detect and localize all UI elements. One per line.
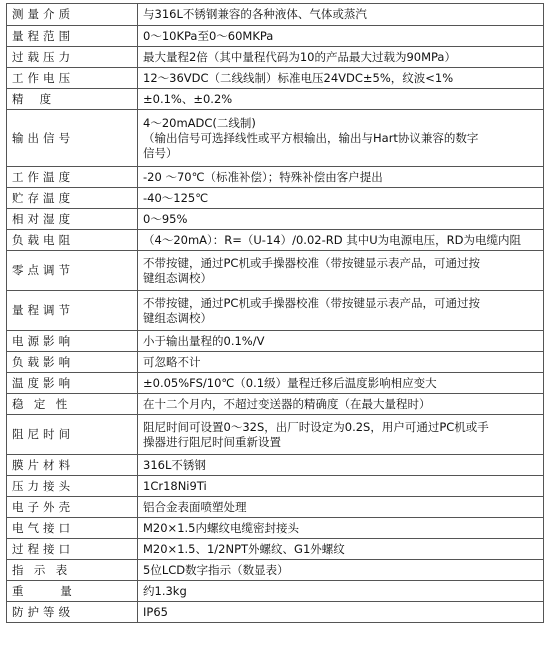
table-row	[7, 110, 544, 167]
spec-value	[138, 518, 544, 539]
spec-value-line: 0～95%	[143, 211, 188, 226]
spec-value	[138, 89, 544, 110]
spec-value-line: 316L不锈钢	[143, 457, 206, 472]
spec-value	[138, 539, 544, 560]
spec-label: 输出信号	[7, 110, 138, 167]
spec-value-line: ±0.05%FS/10℃（0.1级）量程迁移后温度影响相应变大	[143, 375, 437, 390]
table-row	[7, 26, 544, 47]
spec-label: 零点调节	[7, 251, 138, 291]
table-row	[7, 47, 544, 68]
spec-value-line: 1Cr18Ni9Ti	[143, 478, 207, 493]
spec-label: 过程接口	[7, 539, 138, 560]
spec-label: 负载电阻	[7, 230, 138, 251]
spec-value	[138, 4, 544, 26]
spec-value	[138, 291, 544, 331]
spec-label: 测量介质	[7, 4, 138, 26]
spec-value	[138, 455, 544, 476]
spec-value	[138, 230, 544, 251]
spec-label: 电源影响	[7, 331, 138, 352]
spec-value-line: 在十二个月内，不超过变送器的精确度（在最大量程时）	[143, 396, 431, 411]
spec-value	[138, 476, 544, 497]
spec-label: 指示表	[7, 560, 138, 581]
table-row	[7, 415, 544, 455]
spec-value-line: 铝合金表面喷塑处理	[143, 499, 247, 514]
spec-label: 负载影响	[7, 352, 138, 373]
table-row	[7, 581, 544, 602]
spec-label: 贮存温度	[7, 188, 138, 209]
spec-label: 重量	[7, 581, 138, 602]
spec-label: 相对湿度	[7, 209, 138, 230]
spec-label: 温度影响	[7, 373, 138, 394]
spec-label: 工作温度	[7, 167, 138, 188]
spec-value	[138, 560, 544, 581]
table-row	[7, 291, 544, 331]
spec-value-line: 约1.3kg	[143, 583, 187, 598]
spec-value-line: 0～10KPa至0～60MKPa	[143, 28, 274, 43]
table-row	[7, 188, 544, 209]
spec-value-line: 5位LCD数字指示（数显表）	[143, 562, 289, 577]
spec-value	[138, 68, 544, 89]
spec-label: 稳定性	[7, 394, 138, 415]
spec-value-line: M20×1.5内螺纹电缆密封接头	[143, 520, 299, 535]
spec-value-line: 不带按键，通过PC机或手操器校准（带按键显示表产品，可通过按	[143, 255, 480, 270]
table-row	[7, 560, 544, 581]
spec-label: 膜片材料	[7, 455, 138, 476]
table-row	[7, 497, 544, 518]
spec-table-body	[7, 4, 544, 623]
spec-value-line: ±0.1%、±0.2%	[143, 91, 233, 106]
spec-value	[138, 209, 544, 230]
spec-value	[138, 26, 544, 47]
spec-label: 防护等级	[7, 602, 138, 623]
spec-value	[138, 110, 544, 167]
spec-value	[138, 352, 544, 373]
spec-value-line: 可忽略不计	[143, 354, 201, 369]
table-row	[7, 476, 544, 497]
spec-value-line: 小于输出量程的0.1%/V	[143, 333, 265, 348]
table-row	[7, 373, 544, 394]
spec-value-line: 4～20mADC(二线制)	[143, 115, 256, 130]
spec-value	[138, 602, 544, 623]
table-row	[7, 4, 544, 26]
spec-label: 电子外壳	[7, 497, 138, 518]
table-row	[7, 89, 544, 110]
spec-value	[138, 47, 544, 68]
spec-value	[138, 188, 544, 209]
spec-value	[138, 373, 544, 394]
spec-label: 精度	[7, 89, 138, 110]
table-row	[7, 352, 544, 373]
spec-value-line: -40～125℃	[143, 190, 209, 205]
spec-label: 过载压力	[7, 47, 138, 68]
table-row	[7, 539, 544, 560]
table-row	[7, 331, 544, 352]
spec-value-line: IP65	[143, 604, 168, 619]
table-row	[7, 209, 544, 230]
spec-label: 工作电压	[7, 68, 138, 89]
spec-value-line: 信号）	[143, 145, 178, 160]
spec-value-line: 操器进行阻尼时间重新设置	[143, 434, 281, 449]
spec-value-line: 键组态调校）	[143, 310, 212, 325]
spec-value-line: 阻尼时间可设置0～32S，出厂时设定为0.2S，用户可通过PC机或手	[143, 419, 489, 434]
spec-value	[138, 167, 544, 188]
spec-label: 压力接头	[7, 476, 138, 497]
spec-table	[6, 3, 544, 623]
spec-value	[138, 497, 544, 518]
spec-value	[138, 415, 544, 455]
spec-label: 量程调节	[7, 291, 138, 331]
spec-value-line: 12～36VDC（二线线制）标准电压24VDC±5%，纹波<1%	[143, 70, 454, 85]
table-row	[7, 518, 544, 539]
spec-value-line: （4～20mA）：R=（U-14）/0.02-RD 其中U为电源电压，RD为电缆内阻	[143, 232, 521, 247]
table-row	[7, 455, 544, 476]
spec-value	[138, 581, 544, 602]
table-row	[7, 68, 544, 89]
spec-value	[138, 394, 544, 415]
spec-value-line: 不带按键，通过PC机或手操器校准（带按键显示表产品，可通过按	[143, 295, 480, 310]
spec-value-line: M20×1.5、1/2NPT外螺纹、G1外螺纹	[143, 541, 345, 556]
spec-value	[138, 251, 544, 291]
spec-value-line: （输出信号可选择线性或平方根输出，输出与Hart协议兼容的数字	[143, 130, 479, 145]
spec-value-line: 与316L不锈钢兼容的各种液体、气体或蒸汽	[143, 7, 367, 21]
table-row	[7, 251, 544, 291]
table-row	[7, 394, 544, 415]
table-row	[7, 602, 544, 623]
table-row	[7, 230, 544, 251]
table-row	[7, 167, 544, 188]
spec-value-line: -20 ～70℃（标准补偿）；特殊补偿由客户提出	[143, 169, 383, 184]
spec-value	[138, 331, 544, 352]
spec-value-line: 最大量程2倍（其中量程代码为10的产品最大过载为90MPa）	[143, 49, 456, 64]
spec-label: 电气接口	[7, 518, 138, 539]
spec-label: 量程范围	[7, 26, 138, 47]
spec-label: 阻尼时间	[7, 415, 138, 455]
spec-value-line: 键组态调校）	[143, 270, 212, 285]
